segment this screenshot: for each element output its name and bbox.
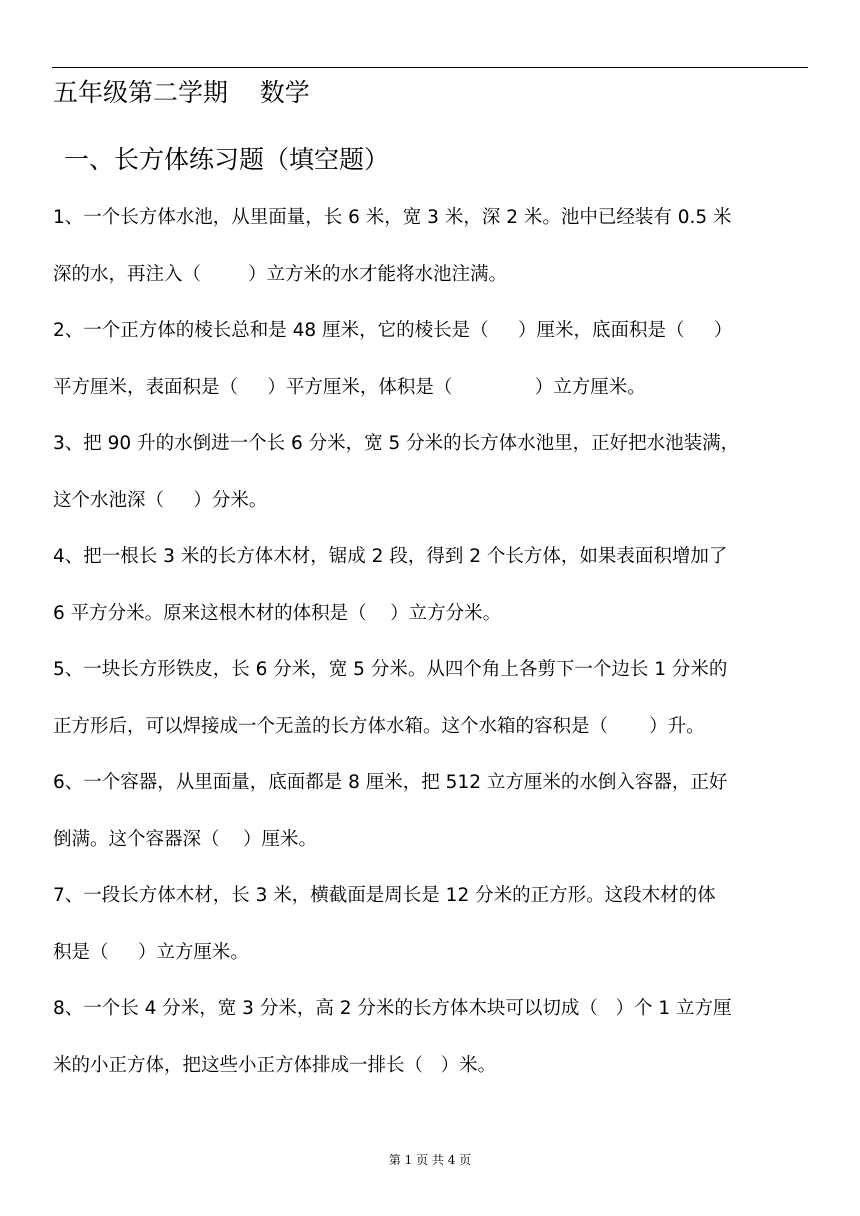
question-1	[53, 190, 821, 303]
question-2	[53, 303, 821, 416]
question-line: 这个水池深（ ）分米。	[53, 489, 268, 511]
question-line: 深的水，再注入（ ）立方米的水才能将水池注满。	[53, 263, 508, 285]
question-line: 6 平方分米。原来这根木材的体积是（ ）立方分米。	[53, 602, 502, 624]
question-3	[53, 416, 821, 529]
question-5	[53, 642, 821, 755]
question-line: 8、一个长 4 分米，宽 3 分米，高 2 分米的长方体木块可以切成（ ）个 1 立方厘	[53, 998, 732, 1019]
question-line: 平方厘米，表面积是（ ）平方厘米，体积是（ ）立方厘米。	[53, 376, 646, 398]
question-8	[53, 981, 821, 1094]
question-line: 正方形后，可以焊接成一个无盖的长方体水箱。这个水箱的容积是（ ）升。	[53, 715, 705, 737]
question-line: 3、把 90 升的水倒进一个长 6 分米，宽 5 分米的长方体水池里，正好把水池装满，	[53, 433, 740, 454]
question-line: 2、一个正方体的棱长总和是 48 厘米，它的棱长是（ ）厘米，底面积是（ ）	[53, 320, 733, 341]
question-line: 5、一块长方形铁皮，长 6 分米，宽 5 分米。从四个角上各剪下一个边长 1 分米的	[53, 659, 728, 680]
page-number: 第 1 页 共 4 页	[388, 1153, 472, 1167]
question-list	[53, 190, 821, 1094]
question-line: 积是（ ）立方厘米。	[53, 941, 249, 963]
question-line: 米的小正方体，把这些小正方体排成一排长（ ）米。	[53, 1054, 497, 1076]
header-rule	[52, 67, 808, 68]
document-header-title: 五年级第二学期 数学	[53, 78, 310, 107]
question-line: 倒满。这个容器深（ ）厘米。	[53, 828, 318, 850]
question-line: 1、一个长方体水池，从里面量，长 6 米，宽 3 米，深 2 米。池中已经装有 0.5 米	[53, 207, 732, 228]
section-title: 一、长方体练习题（填空题）	[64, 145, 390, 174]
question-6	[53, 755, 821, 868]
question-line: 4、把一根长 3 米的长方体木材，锯成 2 段，得到 2 个长方体，如果表面积增加了	[53, 546, 728, 567]
question-4	[53, 529, 821, 642]
question-line: 6、一个容器，从里面量，底面都是 8 厘米，把 512 立方厘米的水倒入容器，正好	[53, 772, 728, 793]
question-7	[53, 868, 821, 981]
question-line: 7、一段长方体木材，长 3 米，横截面是周长是 12 分米的正方形。这段木材的体	[53, 885, 716, 906]
